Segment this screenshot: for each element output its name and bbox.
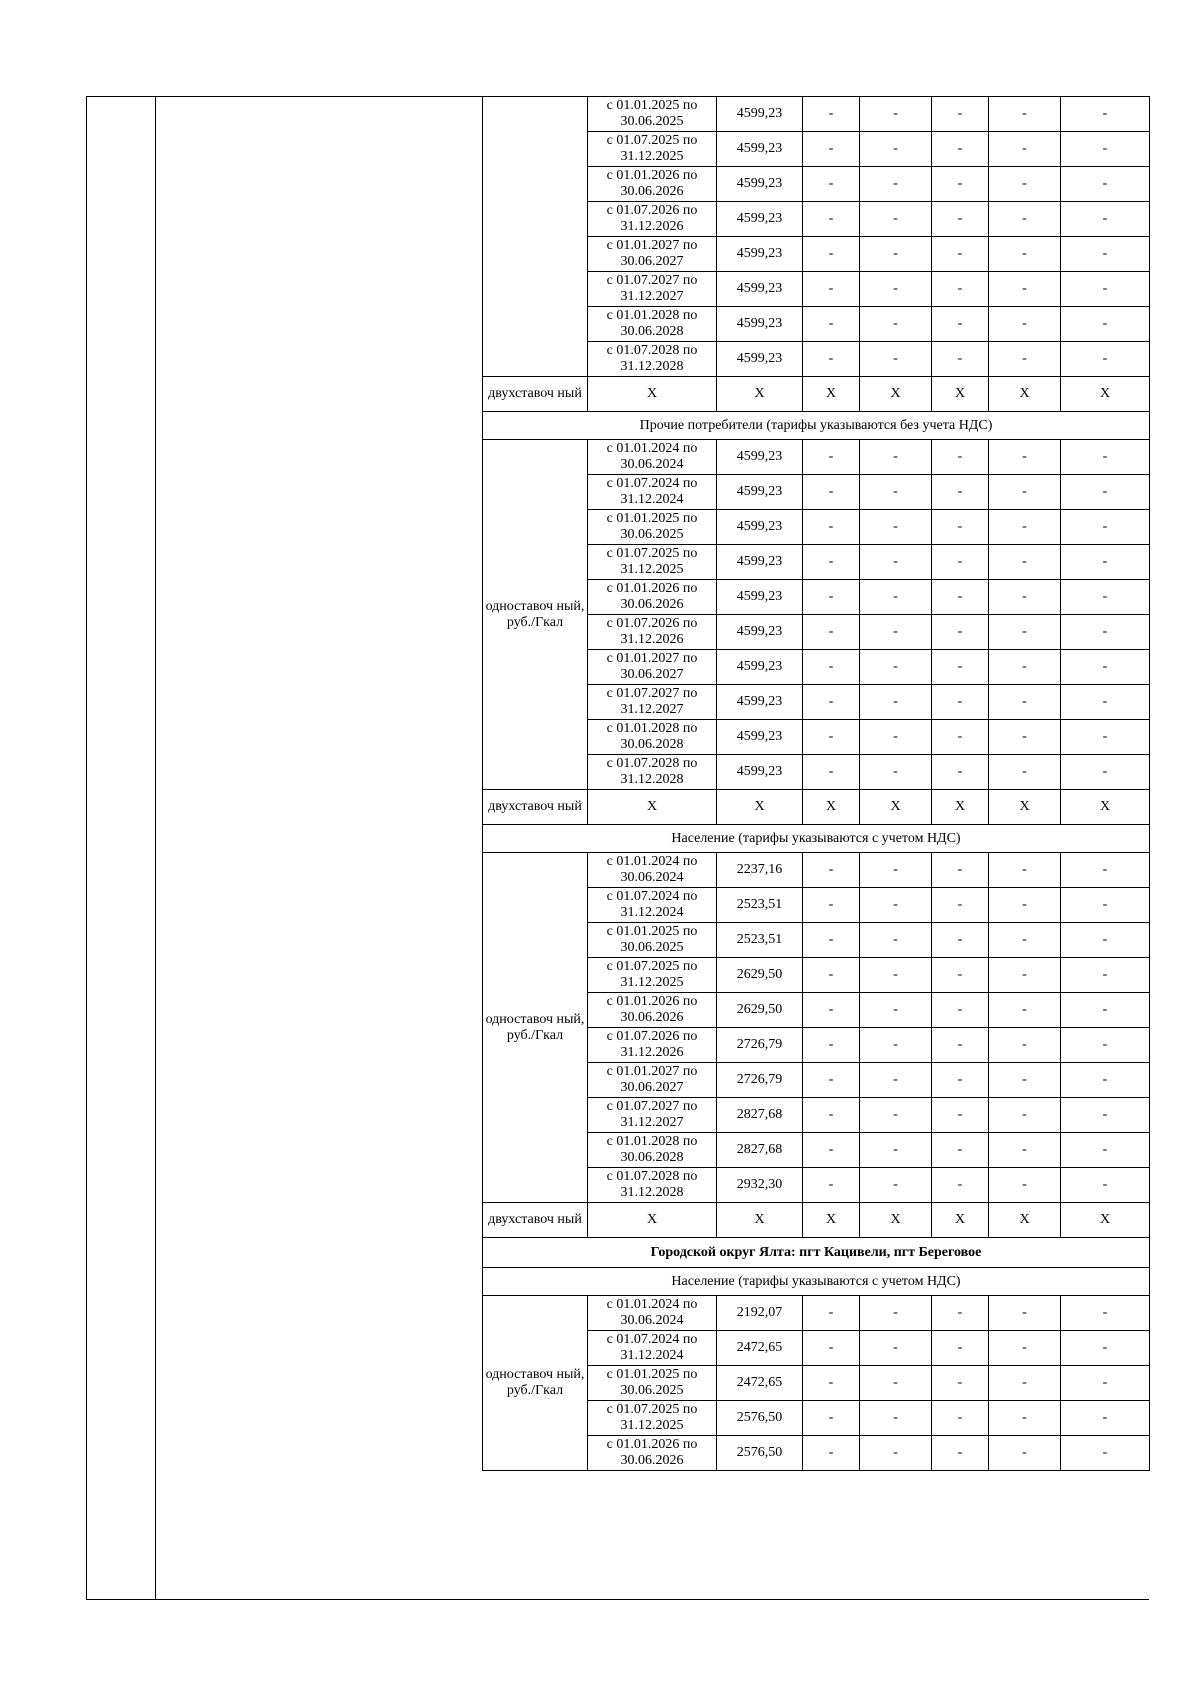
tariff-value-cell: 4599,23 <box>717 685 803 720</box>
consumer-group-heading: Прочие потребители (тарифы указываются без учета НДС) <box>483 412 1150 440</box>
not-applicable-mark: X <box>860 1203 932 1238</box>
not-applicable-mark: X <box>860 790 932 825</box>
empty-value-dash: - <box>803 1098 860 1133</box>
empty-value-dash: - <box>932 1331 989 1366</box>
period-cell: с 01.07.2025 по 31.12.2025 <box>588 1401 717 1436</box>
empty-value-dash: - <box>932 132 989 167</box>
empty-value-dash: - <box>989 440 1061 475</box>
empty-value-dash: - <box>803 685 860 720</box>
empty-value-dash: - <box>932 853 989 888</box>
tariff-value-cell: 2523,51 <box>717 888 803 923</box>
outer-column-line-2 <box>155 96 156 1600</box>
empty-value-dash: - <box>932 993 989 1028</box>
empty-value-dash: - <box>989 1168 1061 1203</box>
empty-value-dash: - <box>932 615 989 650</box>
not-applicable-mark: X <box>588 790 717 825</box>
empty-value-dash: - <box>1061 167 1150 202</box>
empty-value-dash: - <box>803 1366 860 1401</box>
empty-value-dash: - <box>860 237 932 272</box>
empty-value-dash: - <box>1061 237 1150 272</box>
empty-value-dash: - <box>932 755 989 790</box>
empty-value-dash: - <box>1061 1028 1150 1063</box>
empty-value-dash: - <box>932 1098 989 1133</box>
empty-value-dash: - <box>803 888 860 923</box>
tariff-value-cell: 4599,23 <box>717 307 803 342</box>
tariff-value-cell: 4599,23 <box>717 132 803 167</box>
empty-value-dash: - <box>860 853 932 888</box>
tariff-value-cell: 4599,23 <box>717 475 803 510</box>
empty-value-dash: - <box>989 1366 1061 1401</box>
empty-value-dash: - <box>1061 1168 1150 1203</box>
empty-value-dash: - <box>989 853 1061 888</box>
empty-value-dash: - <box>860 440 932 475</box>
empty-value-dash: - <box>989 685 1061 720</box>
period-cell: с 01.01.2025 по 30.06.2025 <box>588 510 717 545</box>
empty-value-dash: - <box>860 1063 932 1098</box>
empty-value-dash: - <box>803 615 860 650</box>
tariff-table <box>482 96 1150 1471</box>
empty-value-dash: - <box>989 167 1061 202</box>
empty-value-dash: - <box>932 923 989 958</box>
empty-value-dash: - <box>989 132 1061 167</box>
empty-value-dash: - <box>932 97 989 132</box>
empty-value-dash: - <box>989 272 1061 307</box>
tariff-kind-cell <box>483 97 588 377</box>
period-cell: с 01.07.2025 по 31.12.2025 <box>588 958 717 993</box>
tariff-kind-cell: одноставоч ный, руб./Гкал <box>483 853 588 1203</box>
period-cell: с 01.01.2026 по 30.06.2026 <box>588 993 717 1028</box>
not-applicable-mark: X <box>803 377 860 412</box>
empty-value-dash: - <box>932 475 989 510</box>
empty-value-dash: - <box>1061 580 1150 615</box>
empty-value-dash: - <box>932 720 989 755</box>
not-applicable-mark: X <box>989 1203 1061 1238</box>
empty-value-dash: - <box>1061 720 1150 755</box>
empty-value-dash: - <box>932 272 989 307</box>
empty-value-dash: - <box>803 545 860 580</box>
not-applicable-mark: X <box>1061 1203 1150 1238</box>
empty-value-dash: - <box>803 1133 860 1168</box>
empty-value-dash: - <box>932 1168 989 1203</box>
period-cell: с 01.01.2025 по 30.06.2025 <box>588 97 717 132</box>
period-cell: с 01.07.2025 по 31.12.2025 <box>588 132 717 167</box>
empty-value-dash: - <box>803 1028 860 1063</box>
table-row <box>483 97 1150 132</box>
empty-value-dash: - <box>803 958 860 993</box>
empty-value-dash: - <box>1061 1366 1150 1401</box>
empty-value-dash: - <box>932 545 989 580</box>
period-cell: с 01.01.2027 по 30.06.2027 <box>588 1063 717 1098</box>
empty-value-dash: - <box>860 888 932 923</box>
empty-value-dash: - <box>803 1168 860 1203</box>
tariff-value-cell: 2523,51 <box>717 923 803 958</box>
period-cell: с 01.01.2026 по 30.06.2026 <box>588 1436 717 1471</box>
period-cell: с 01.01.2024 по 30.06.2024 <box>588 853 717 888</box>
empty-value-dash: - <box>1061 1133 1150 1168</box>
empty-value-dash: - <box>989 1296 1061 1331</box>
period-cell: с 01.01.2028 по 30.06.2028 <box>588 307 717 342</box>
not-applicable-mark: X <box>717 790 803 825</box>
consumer-group-heading-row <box>483 1268 1150 1296</box>
empty-value-dash: - <box>803 580 860 615</box>
empty-value-dash: - <box>989 580 1061 615</box>
period-cell: с 01.07.2024 по 31.12.2024 <box>588 888 717 923</box>
empty-value-dash: - <box>932 888 989 923</box>
tariff-value-cell: 4599,23 <box>717 97 803 132</box>
empty-value-dash: - <box>1061 545 1150 580</box>
empty-value-dash: - <box>989 1133 1061 1168</box>
empty-value-dash: - <box>989 720 1061 755</box>
tariff-value-cell: 2629,50 <box>717 958 803 993</box>
empty-value-dash: - <box>860 272 932 307</box>
empty-value-dash: - <box>1061 510 1150 545</box>
empty-value-dash: - <box>803 755 860 790</box>
period-cell: с 01.07.2028 по 31.12.2028 <box>588 1168 717 1203</box>
empty-value-dash: - <box>932 1133 989 1168</box>
period-cell: с 01.07.2027 по 31.12.2027 <box>588 272 717 307</box>
empty-value-dash: - <box>1061 97 1150 132</box>
empty-value-dash: - <box>860 1133 932 1168</box>
not-applicable-mark: X <box>932 1203 989 1238</box>
empty-value-dash: - <box>932 342 989 377</box>
period-cell: с 01.01.2028 по 30.06.2028 <box>588 720 717 755</box>
table-row <box>483 440 1150 475</box>
empty-value-dash: - <box>860 1168 932 1203</box>
tariff-value-cell: 4599,23 <box>717 650 803 685</box>
not-applicable-mark: X <box>989 790 1061 825</box>
tariff-value-cell: 4599,23 <box>717 237 803 272</box>
not-applicable-mark: X <box>932 377 989 412</box>
two-part-label: двухставоч ный <box>483 1203 588 1238</box>
empty-value-dash: - <box>803 1436 860 1471</box>
empty-value-dash: - <box>803 132 860 167</box>
tariff-value-cell: 4599,23 <box>717 720 803 755</box>
not-applicable-mark: X <box>717 377 803 412</box>
empty-value-dash: - <box>860 475 932 510</box>
two-part-tariff-row <box>483 1203 1150 1238</box>
empty-value-dash: - <box>860 202 932 237</box>
tariff-value-cell: 2192,07 <box>717 1296 803 1331</box>
empty-value-dash: - <box>803 272 860 307</box>
period-cell: с 01.01.2024 по 30.06.2024 <box>588 440 717 475</box>
empty-value-dash: - <box>1061 307 1150 342</box>
empty-value-dash: - <box>989 1436 1061 1471</box>
tariff-value-cell: 4599,23 <box>717 510 803 545</box>
empty-value-dash: - <box>1061 993 1150 1028</box>
period-cell: с 01.01.2027 по 30.06.2027 <box>588 237 717 272</box>
empty-value-dash: - <box>803 167 860 202</box>
empty-value-dash: - <box>860 958 932 993</box>
empty-value-dash: - <box>1061 888 1150 923</box>
period-cell: с 01.07.2027 по 31.12.2027 <box>588 1098 717 1133</box>
empty-value-dash: - <box>932 685 989 720</box>
tariff-value-cell: 2726,79 <box>717 1063 803 1098</box>
empty-value-dash: - <box>1061 958 1150 993</box>
empty-value-dash: - <box>1061 1098 1150 1133</box>
empty-value-dash: - <box>932 1366 989 1401</box>
period-cell: с 01.07.2026 по 31.12.2026 <box>588 1028 717 1063</box>
empty-value-dash: - <box>1061 755 1150 790</box>
tariff-kind-cell: одноставоч ный, руб./Гкал <box>483 440 588 790</box>
empty-value-dash: - <box>860 342 932 377</box>
empty-value-dash: - <box>803 650 860 685</box>
empty-value-dash: - <box>932 510 989 545</box>
empty-value-dash: - <box>932 307 989 342</box>
period-cell: с 01.07.2024 по 31.12.2024 <box>588 475 717 510</box>
empty-value-dash: - <box>860 650 932 685</box>
not-applicable-mark: X <box>1061 790 1150 825</box>
empty-value-dash: - <box>989 1028 1061 1063</box>
not-applicable-mark: X <box>717 1203 803 1238</box>
period-cell: с 01.01.2026 по 30.06.2026 <box>588 167 717 202</box>
tariff-value-cell: 2827,68 <box>717 1133 803 1168</box>
tariff-value-cell: 2726,79 <box>717 1028 803 1063</box>
table-row <box>483 1296 1150 1331</box>
empty-value-dash: - <box>860 615 932 650</box>
period-cell: с 01.01.2026 по 30.06.2026 <box>588 580 717 615</box>
empty-value-dash: - <box>803 720 860 755</box>
empty-value-dash: - <box>1061 272 1150 307</box>
period-cell: с 01.01.2027 по 30.06.2027 <box>588 650 717 685</box>
tariff-table-body <box>483 97 1150 1471</box>
empty-value-dash: - <box>803 853 860 888</box>
empty-value-dash: - <box>932 1436 989 1471</box>
empty-value-dash: - <box>989 615 1061 650</box>
tariff-value-cell: 2629,50 <box>717 993 803 1028</box>
tariff-value-cell: 2827,68 <box>717 1098 803 1133</box>
tariff-value-cell: 4599,23 <box>717 615 803 650</box>
period-cell: с 01.01.2025 по 30.06.2025 <box>588 923 717 958</box>
empty-value-dash: - <box>860 545 932 580</box>
empty-value-dash: - <box>860 755 932 790</box>
empty-value-dash: - <box>803 307 860 342</box>
empty-value-dash: - <box>989 510 1061 545</box>
empty-value-dash: - <box>1061 650 1150 685</box>
empty-value-dash: - <box>932 1028 989 1063</box>
empty-value-dash: - <box>860 1098 932 1133</box>
empty-value-dash: - <box>989 958 1061 993</box>
not-applicable-mark: X <box>860 377 932 412</box>
period-cell: с 01.01.2028 по 30.06.2028 <box>588 1133 717 1168</box>
empty-value-dash: - <box>989 342 1061 377</box>
empty-value-dash: - <box>803 237 860 272</box>
empty-value-dash: - <box>803 1296 860 1331</box>
empty-value-dash: - <box>1061 1436 1150 1471</box>
tariff-value-cell: 4599,23 <box>717 272 803 307</box>
empty-value-dash: - <box>1061 202 1150 237</box>
empty-value-dash: - <box>932 1296 989 1331</box>
not-applicable-mark: X <box>1061 377 1150 412</box>
empty-value-dash: - <box>860 1436 932 1471</box>
two-part-tariff-row <box>483 377 1150 412</box>
period-cell: с 01.07.2027 по 31.12.2027 <box>588 685 717 720</box>
tariff-value-cell: 4599,23 <box>717 167 803 202</box>
empty-value-dash: - <box>803 202 860 237</box>
tariff-value-cell: 4599,23 <box>717 342 803 377</box>
empty-value-dash: - <box>989 307 1061 342</box>
empty-value-dash: - <box>932 1401 989 1436</box>
empty-value-dash: - <box>803 1401 860 1436</box>
empty-value-dash: - <box>860 1296 932 1331</box>
empty-value-dash: - <box>1061 853 1150 888</box>
tariff-kind-cell: одноставоч ный, руб./Гкал <box>483 1296 588 1471</box>
empty-value-dash: - <box>1061 475 1150 510</box>
period-cell: с 01.07.2026 по 31.12.2026 <box>588 202 717 237</box>
empty-value-dash: - <box>860 580 932 615</box>
tariff-value-cell: 2576,50 <box>717 1401 803 1436</box>
consumer-group-heading-row <box>483 825 1150 853</box>
period-cell: с 01.07.2026 по 31.12.2026 <box>588 615 717 650</box>
empty-value-dash: - <box>989 1401 1061 1436</box>
empty-value-dash: - <box>989 993 1061 1028</box>
outer-bottom-border <box>86 1599 1149 1600</box>
empty-value-dash: - <box>989 923 1061 958</box>
empty-value-dash: - <box>1061 132 1150 167</box>
empty-value-dash: - <box>1061 1331 1150 1366</box>
tariff-value-cell: 4599,23 <box>717 755 803 790</box>
two-part-tariff-row <box>483 790 1150 825</box>
empty-value-dash: - <box>1061 615 1150 650</box>
empty-value-dash: - <box>932 440 989 475</box>
tariff-value-cell: 4599,23 <box>717 580 803 615</box>
empty-value-dash: - <box>860 1366 932 1401</box>
empty-value-dash: - <box>989 475 1061 510</box>
consumer-group-heading: Население (тарифы указываются с учетом НДС) <box>483 1268 1150 1296</box>
empty-value-dash: - <box>803 1331 860 1366</box>
empty-value-dash: - <box>989 755 1061 790</box>
two-part-label: двухставоч ный <box>483 377 588 412</box>
not-applicable-mark: X <box>588 377 717 412</box>
consumer-group-heading: Население (тарифы указываются с учетом НДС) <box>483 825 1150 853</box>
empty-value-dash: - <box>803 342 860 377</box>
tariff-value-cell: 4599,23 <box>717 202 803 237</box>
outer-column-line-1 <box>86 96 87 1600</box>
empty-value-dash: - <box>860 307 932 342</box>
empty-value-dash: - <box>989 545 1061 580</box>
not-applicable-mark: X <box>989 377 1061 412</box>
empty-value-dash: - <box>803 923 860 958</box>
empty-value-dash: - <box>1061 923 1150 958</box>
empty-value-dash: - <box>860 510 932 545</box>
table-row <box>483 853 1150 888</box>
tariff-value-cell: 2472,65 <box>717 1331 803 1366</box>
tariff-value-cell: 4599,23 <box>717 545 803 580</box>
empty-value-dash: - <box>860 167 932 202</box>
period-cell: с 01.07.2024 по 31.12.2024 <box>588 1331 717 1366</box>
empty-value-dash: - <box>989 97 1061 132</box>
empty-value-dash: - <box>803 440 860 475</box>
empty-value-dash: - <box>989 237 1061 272</box>
empty-value-dash: - <box>860 1331 932 1366</box>
empty-value-dash: - <box>932 650 989 685</box>
region-heading: Городской округ Ялта: пгт Кацивели, пгт Береговое <box>483 1238 1150 1268</box>
empty-value-dash: - <box>932 202 989 237</box>
empty-value-dash: - <box>989 1098 1061 1133</box>
period-cell: с 01.01.2025 по 30.06.2025 <box>588 1366 717 1401</box>
tariff-value-cell: 2472,65 <box>717 1366 803 1401</box>
tariff-value-cell: 4599,23 <box>717 440 803 475</box>
empty-value-dash: - <box>932 237 989 272</box>
empty-value-dash: - <box>860 923 932 958</box>
empty-value-dash: - <box>803 993 860 1028</box>
empty-value-dash: - <box>860 685 932 720</box>
empty-value-dash: - <box>989 202 1061 237</box>
empty-value-dash: - <box>803 97 860 132</box>
empty-value-dash: - <box>803 475 860 510</box>
tariff-value-cell: 2576,50 <box>717 1436 803 1471</box>
empty-value-dash: - <box>860 1401 932 1436</box>
not-applicable-mark: X <box>803 1203 860 1238</box>
empty-value-dash: - <box>989 1063 1061 1098</box>
empty-value-dash: - <box>1061 1296 1150 1331</box>
empty-value-dash: - <box>1061 342 1150 377</box>
empty-value-dash: - <box>1061 685 1150 720</box>
empty-value-dash: - <box>989 650 1061 685</box>
empty-value-dash: - <box>989 1331 1061 1366</box>
not-applicable-mark: X <box>803 790 860 825</box>
empty-value-dash: - <box>932 580 989 615</box>
empty-value-dash: - <box>803 1063 860 1098</box>
outer-top-border <box>86 96 482 97</box>
tariff-value-cell: 2237,16 <box>717 853 803 888</box>
empty-value-dash: - <box>860 720 932 755</box>
not-applicable-mark: X <box>588 1203 717 1238</box>
period-cell: с 01.07.2025 по 31.12.2025 <box>588 545 717 580</box>
two-part-label: двухставоч ный <box>483 790 588 825</box>
empty-value-dash: - <box>1061 1401 1150 1436</box>
period-cell: с 01.01.2024 по 30.06.2024 <box>588 1296 717 1331</box>
empty-value-dash: - <box>860 1028 932 1063</box>
empty-value-dash: - <box>803 510 860 545</box>
empty-value-dash: - <box>860 97 932 132</box>
tariff-value-cell: 2932,30 <box>717 1168 803 1203</box>
period-cell: с 01.07.2028 по 31.12.2028 <box>588 342 717 377</box>
empty-value-dash: - <box>989 888 1061 923</box>
empty-value-dash: - <box>1061 1063 1150 1098</box>
empty-value-dash: - <box>932 167 989 202</box>
period-cell: с 01.07.2028 по 31.12.2028 <box>588 755 717 790</box>
empty-value-dash: - <box>932 1063 989 1098</box>
empty-value-dash: - <box>1061 440 1150 475</box>
empty-value-dash: - <box>860 132 932 167</box>
region-heading-row <box>483 1238 1150 1268</box>
empty-value-dash: - <box>932 958 989 993</box>
consumer-group-heading-row <box>483 412 1150 440</box>
not-applicable-mark: X <box>932 790 989 825</box>
empty-value-dash: - <box>860 993 932 1028</box>
